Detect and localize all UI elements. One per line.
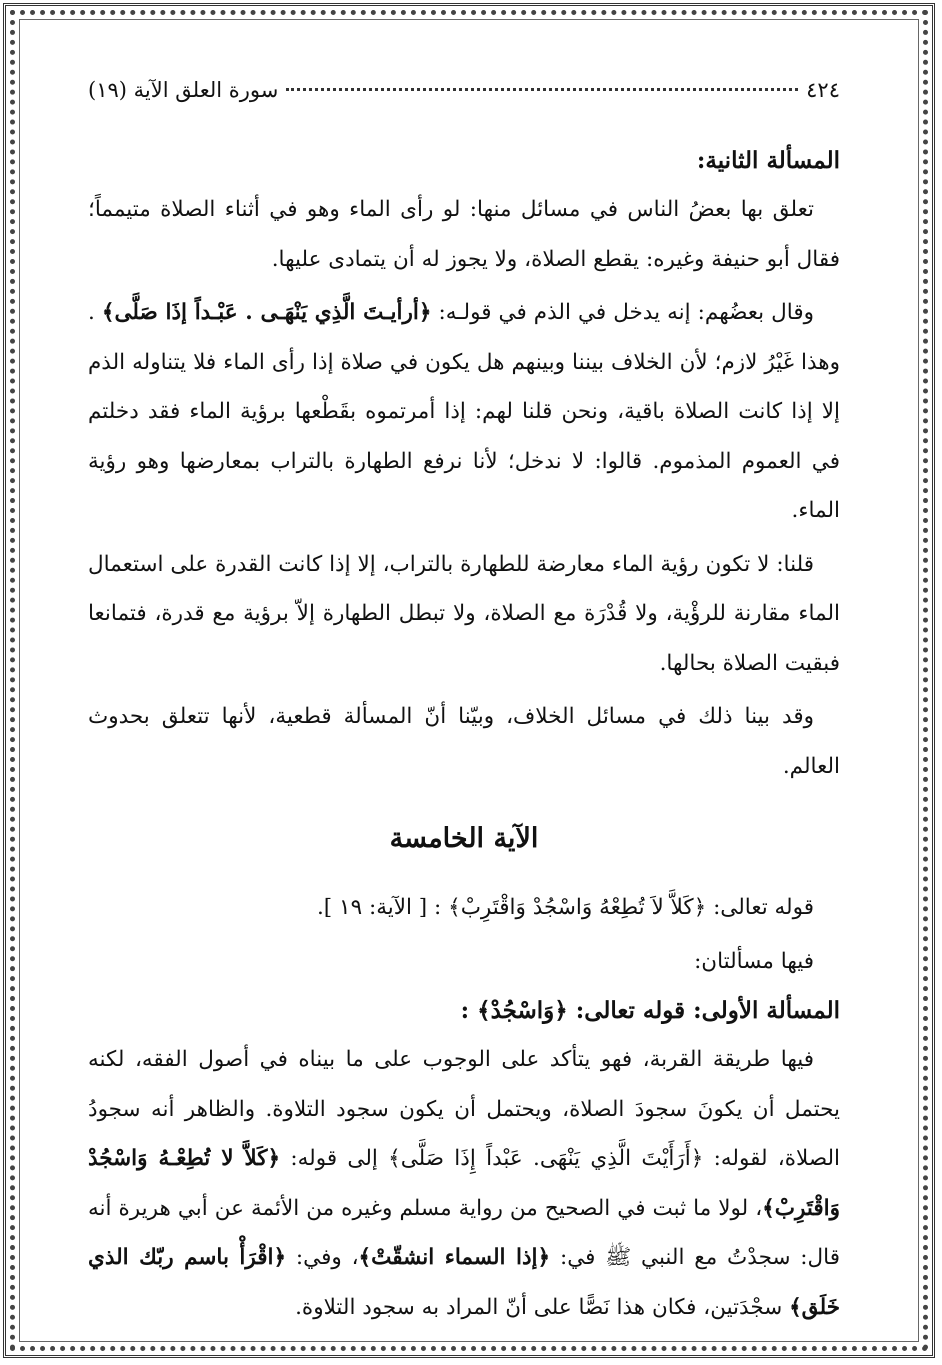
- verse-line: [88, 883, 840, 933]
- quran-quote: ﴿كَلاَّ لا تُطِعْـهُ وَاسْجُدْ وَاقْتَرِبْ﴾: [88, 1146, 840, 1221]
- paragraph: قلنا: لا تكون رؤية الماء معارضة للطهارة بالتراب، إلا إذا كانت القدرة على استعمال الماء مقارنة للرؤْية، ولا قُدْرَة مع الصلاة، ولا تبطل الطهارة إلاّ برؤية مع قدرة، فتمانعا فبقيت الصلاة بحالها.: [88, 551, 840, 676]
- quran-quote: ﴿إذا السماء انشقّتْ﴾: [358, 1245, 551, 1270]
- paragraph-text: . وهذا غَيْرُ لازم؛ لأن الخلاف بيننا وبينهم هل يكون في صلاة إذا رأى الماء فلا يتناوله الذم إلا إذا كانت الصلاة باقية، ونحن قلنا لهم: إذا أمرتموه بقَطْعها برؤية الماء فقد دخلتم في العموم المذموم. قالوا: لا ندخل؛ لأنا نرفع الطهارة بالتراب بمعارضها وهو رؤية الماء.: [88, 300, 840, 523]
- verse-intro: قوله تعالى:: [706, 895, 814, 920]
- quran-quote: ﴿كَلاَّ لاَ تُطِعْهُ وَاسْجُدْ وَاقْتَرِبْ﴾: [448, 895, 707, 920]
- section-heading-first-issue: المسألة الأولى: قوله تعالى: ﴿وَاسْجُدْ﴾ :: [460, 997, 840, 1024]
- paragraph-text: ، لولا ما ثبت في الصحيح من رواية مسلم وغيره من الأئمة عن أبي هريرة أنه قال: سجدْتُ مع النبي ﷺ في:: [88, 1195, 840, 1270]
- paragraph-text: فيها طريقة القربة، فهو يتأكد على الوجوب على ما بيناه في أصول الفقه، لكنه يحتمل أن يكونَ سجودَ الصلاة، ويحتمل أن يكون سجود التلاوة. والظاهر أنه سجودُ الصلاة، لقوله: ﴿أَرَأَيْتَ الَّذِي يَنْهَى. عَبْداً إِذَا صَلَّى﴾ إلى قوله:: [88, 1047, 840, 1171]
- running-header: [88, 70, 840, 110]
- paragraph-text: سجْدَتين، فكان هذا نَصًّا على أنّ المراد به سجود التلاوة.: [295, 1294, 790, 1320]
- paragraph: تعلق بها بعضُ الناس في مسائل منها: لو رأى الماء وهو في أثناء الصلاة متيمماً؛ فقال أبو حنيفة وغيره: يقطع الصلاة، ولا يجوز له أن يتمادى عليها.: [88, 197, 840, 272]
- paragraph: وقد بينا ذلك في مسائل الخلاف، وبيّنا أنّ المسألة قطعية، لأنها تتعلق بحدوث العالم.: [88, 704, 840, 779]
- paragraph-text: ، وفي:: [286, 1245, 359, 1270]
- running-title: سورة العلق الآية (١٩): [88, 78, 279, 102]
- verse-reference: : [ الآية: ١٩ ].: [316, 895, 442, 920]
- paragraph: فيها مسألتان:: [694, 948, 814, 974]
- section-heading-second-issue: المسألة الثانية:: [696, 147, 840, 174]
- page-number: ٤٢٤: [806, 78, 840, 102]
- quran-quote: ﴿أرأيـتَ الَّذِي يَنْهَـى . عَبْـداً إذَا صَلَّى﴾: [101, 300, 432, 325]
- paragraph-text: وقال بعضُهم: إنه يدخل في الذم في قولـه:: [431, 300, 814, 325]
- paragraph: [88, 288, 840, 536]
- paragraph: [88, 1035, 840, 1332]
- quran-quote: ﴿اقْرَأْ باسم ربّك الذي خَلَق﴾: [88, 1245, 840, 1320]
- header-leader-dots: [286, 88, 798, 91]
- section-title-fifth-verse: الآية الخامسة: [389, 823, 539, 854]
- page-content: [88, 70, 840, 1330]
